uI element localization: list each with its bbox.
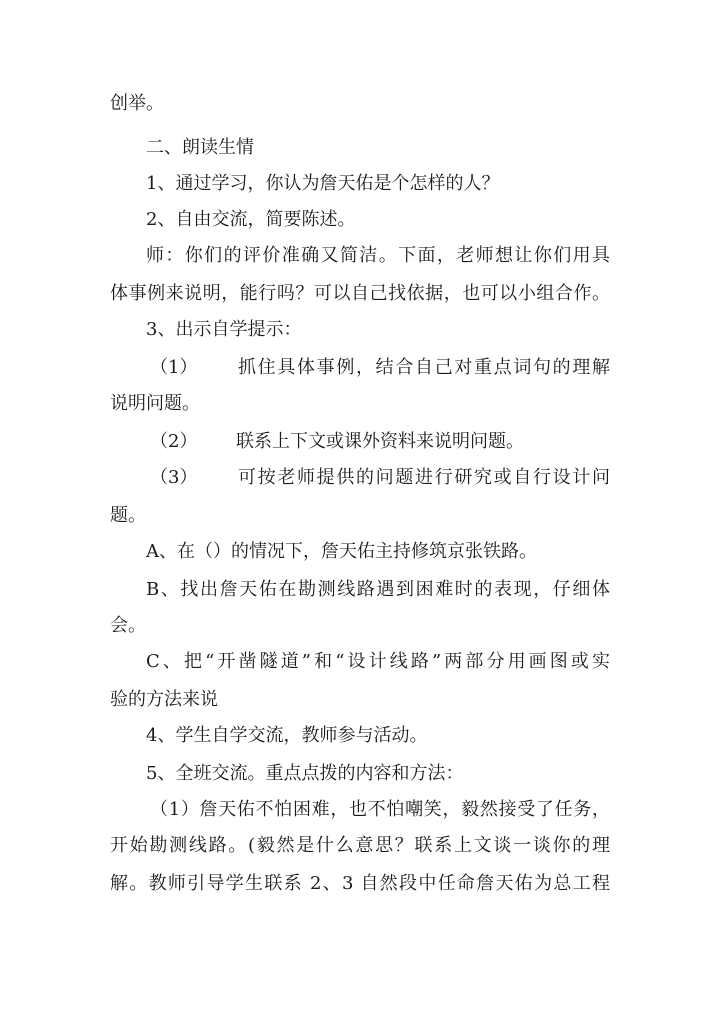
text-line: 创举。 xyxy=(110,93,164,114)
text-line: 说明问题。 xyxy=(110,393,200,414)
text-line: 3、出示自学提示： xyxy=(146,319,302,340)
text-line: 联系上下文或课外资料来说明问题。 xyxy=(236,431,524,452)
text-line: 验的方法来说 xyxy=(110,689,218,710)
list-marker: （1） xyxy=(150,357,198,378)
text-line: 体事例来说明，能行吗？可以自己找依据，也可以小组合作。 xyxy=(110,283,610,304)
text-line: 师：你们的评价准确又简洁。下面，老师想让你们用具 xyxy=(146,245,610,266)
text-line: 2、自由交流，简要陈述。 xyxy=(146,209,356,230)
text-line: 5、全班交流。重点点拨的内容和方法： xyxy=(146,763,464,784)
text-line: 抓住具体事例，结合自己对重点词句的理解 xyxy=(238,357,610,378)
text-line: 可按老师提供的问题进行研究或自行设计问 xyxy=(238,467,610,488)
text-line: 解。教师引导学生联系 2、3 自然段中任命詹天佑为总工程 xyxy=(110,873,610,894)
text-line: B、找出詹天佑在勘测线路遇到困难时的表现，仔细体 xyxy=(146,579,610,600)
text-line: A、在（）的情况下，詹天佑主持修筑京张铁路。 xyxy=(146,541,537,562)
text-line: 开始勘测线路。(毅然是什么意思？联系上文谈一谈你的理 xyxy=(110,835,610,856)
text-line: C、把“开凿隧道”和“设计线路”两部分用画图或实 xyxy=(146,651,610,672)
text-line: （1）詹天佑不怕困难，也不怕嘲笑，毅然接受了任务， xyxy=(150,799,610,820)
text-line: 会。 xyxy=(110,615,146,636)
list-marker: （2） xyxy=(150,431,198,452)
text-line: 1、通过学习，你认为詹天佑是个怎样的人？ xyxy=(146,173,500,194)
text-line: 4、学生自学交流，教师参与活动。 xyxy=(146,725,428,746)
section-heading: 二、朗读生情 xyxy=(146,137,254,158)
text-line: 题。 xyxy=(110,505,146,526)
list-marker: （3） xyxy=(150,467,198,488)
